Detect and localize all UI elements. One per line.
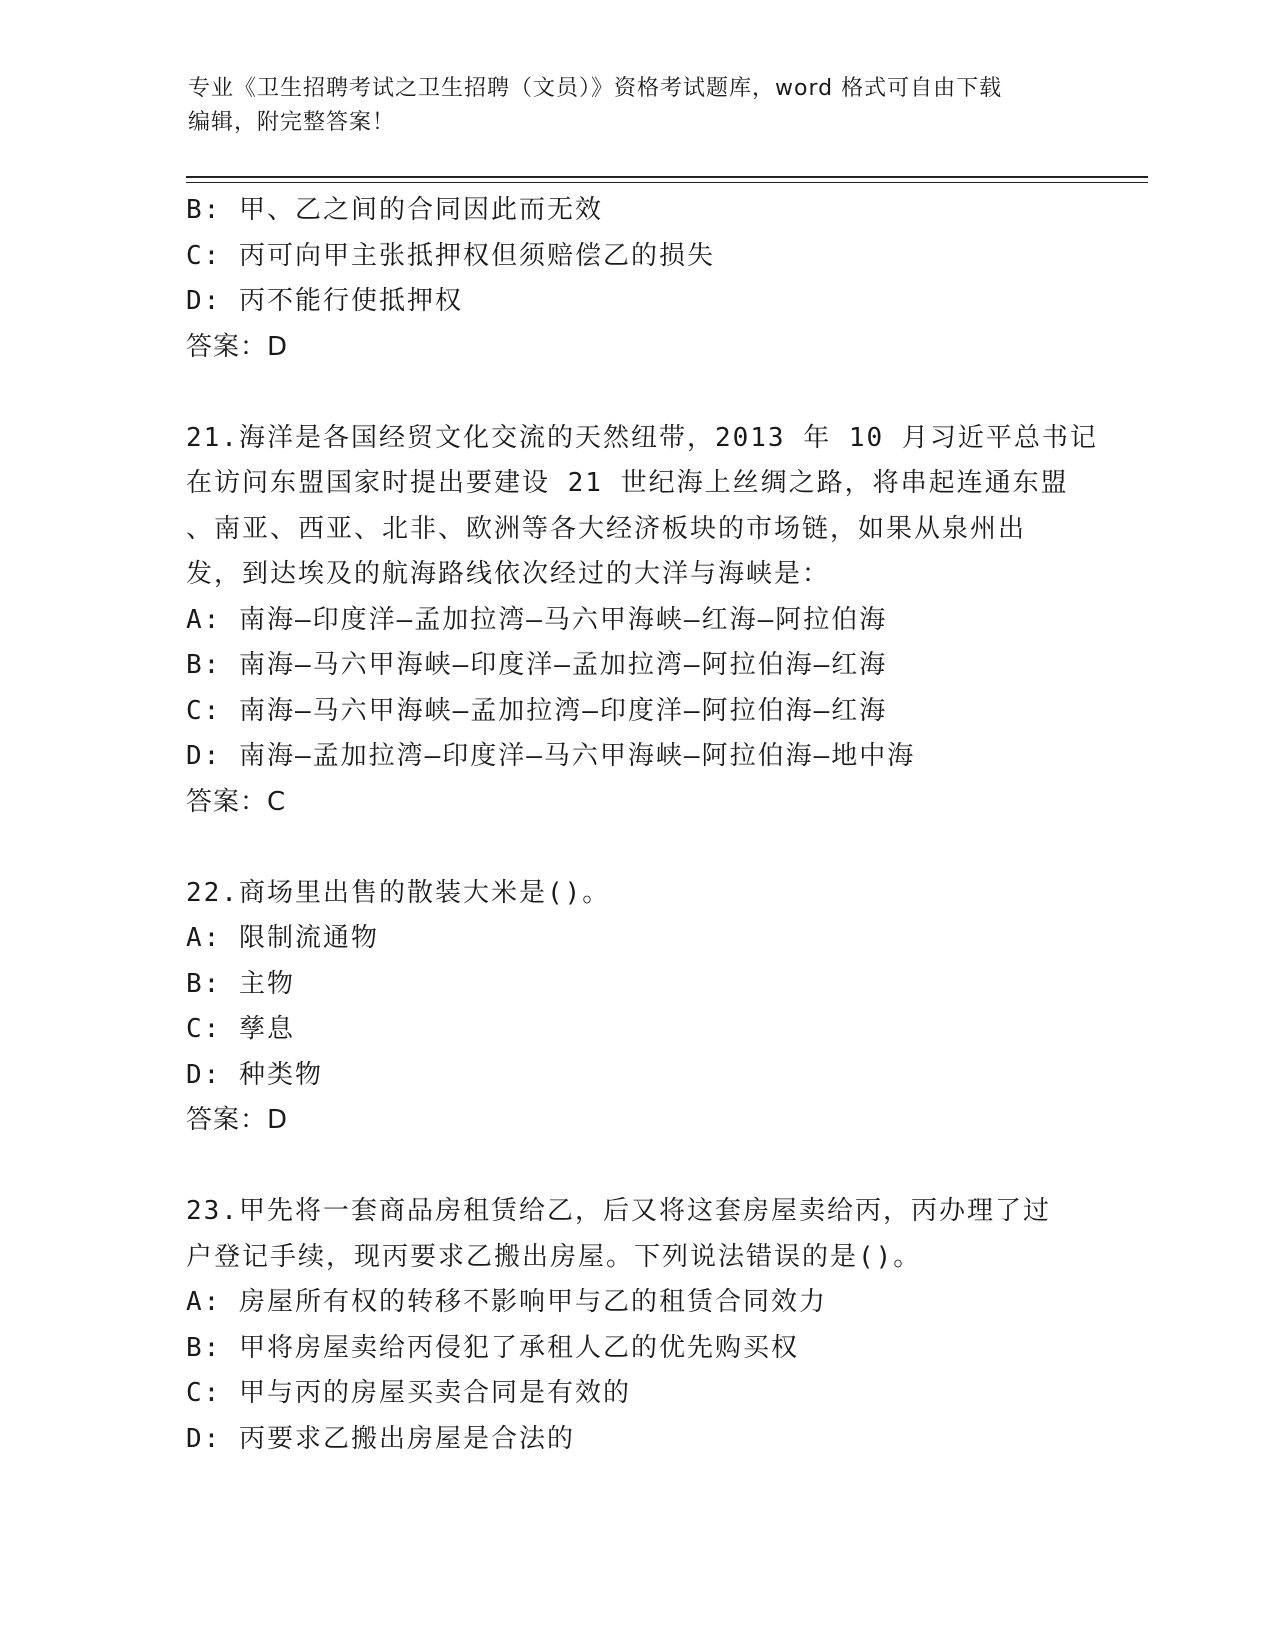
question-text-line: 23.甲先将一套商品房租赁给乙，后又将这套房屋卖给丙，丙办理了过 xyxy=(186,1196,1051,1226)
spacer xyxy=(186,370,1146,416)
option-d: D: 种类物 xyxy=(186,1059,323,1090)
question-20 xyxy=(186,188,1146,370)
option-a: A: 房屋所有权的转移不影响甲与乙的租赁合同效力 xyxy=(186,1287,827,1317)
option-a: A: 限制流通物 xyxy=(186,923,379,953)
header-rule-thick xyxy=(186,176,1148,178)
option-c: C: 南海—马六甲海峡—孟加拉湾—印度洋—阿拉伯海—红海 xyxy=(186,695,888,726)
option-c: C: 丙可向甲主张抵押权但须赔偿乙的损失 xyxy=(186,240,715,271)
header-line-1: 专业《卫生招聘考试之卫生招聘（文员）》资格考试题库，word 格式可自由下载 xyxy=(188,76,1003,101)
option-b: B: 甲将房屋卖给丙侵犯了承租人乙的优先购买权 xyxy=(186,1332,799,1363)
answer-line: 答案：C xyxy=(186,786,287,817)
question-text-line: 22.商场里出售的散装大米是()。 xyxy=(186,877,611,908)
question-text-line: 在访问东盟国家时提出要建设 21 世纪海上丝绸之路，将串起连通东盟 xyxy=(186,468,1069,498)
option-d: D: 南海—孟加拉湾—印度洋—马六甲海峡—阿拉伯海—地中海 xyxy=(186,741,916,771)
question-body xyxy=(186,188,1146,1462)
answer-line: 答案：D xyxy=(186,1105,289,1135)
question-text-line: 户登记手续，现丙要求乙搬出房屋。下列说法错误的是()。 xyxy=(186,1241,922,1272)
question-text-line: 发，到达埃及的航海路线依次经过的大洋与海峡是： xyxy=(186,559,831,589)
question-22 xyxy=(186,871,1146,1144)
option-b: B: 南海—马六甲海峡—印度洋—孟加拉湾—阿拉伯海—红海 xyxy=(186,650,888,680)
spacer xyxy=(186,825,1146,871)
option-a: A: 南海—印度洋—孟加拉湾—马六甲海峡—红海—阿拉伯海 xyxy=(186,604,888,635)
answer-line: 答案：D xyxy=(186,331,289,362)
question-text-line: 、南亚、西亚、北非、欧洲等各大经济板块的市场链，如果从泉州出 xyxy=(186,513,1027,544)
document-header xyxy=(188,72,1088,140)
option-c: C: 甲与丙的房屋买卖合同是有效的 xyxy=(186,1378,631,1408)
header-rule-thin xyxy=(186,182,1148,183)
option-b: B: 主物 xyxy=(186,968,295,999)
question-text-line: 21.海洋是各国经贸文化交流的天然纽带，2013 年 10 月习近平总书记 xyxy=(186,422,1098,453)
spacer xyxy=(186,1144,1146,1190)
option-c: C: 孳息 xyxy=(186,1014,295,1044)
header-line-2: 编辑，附完整答案！ xyxy=(188,110,396,135)
option-d: D: 丙不能行使抵押权 xyxy=(186,286,463,316)
option-d: D: 丙要求乙搬出房屋是合法的 xyxy=(186,1423,575,1454)
option-b: B: 甲、乙之间的合同因此而无效 xyxy=(186,195,603,225)
question-21 xyxy=(186,416,1146,826)
question-23 xyxy=(186,1189,1146,1462)
